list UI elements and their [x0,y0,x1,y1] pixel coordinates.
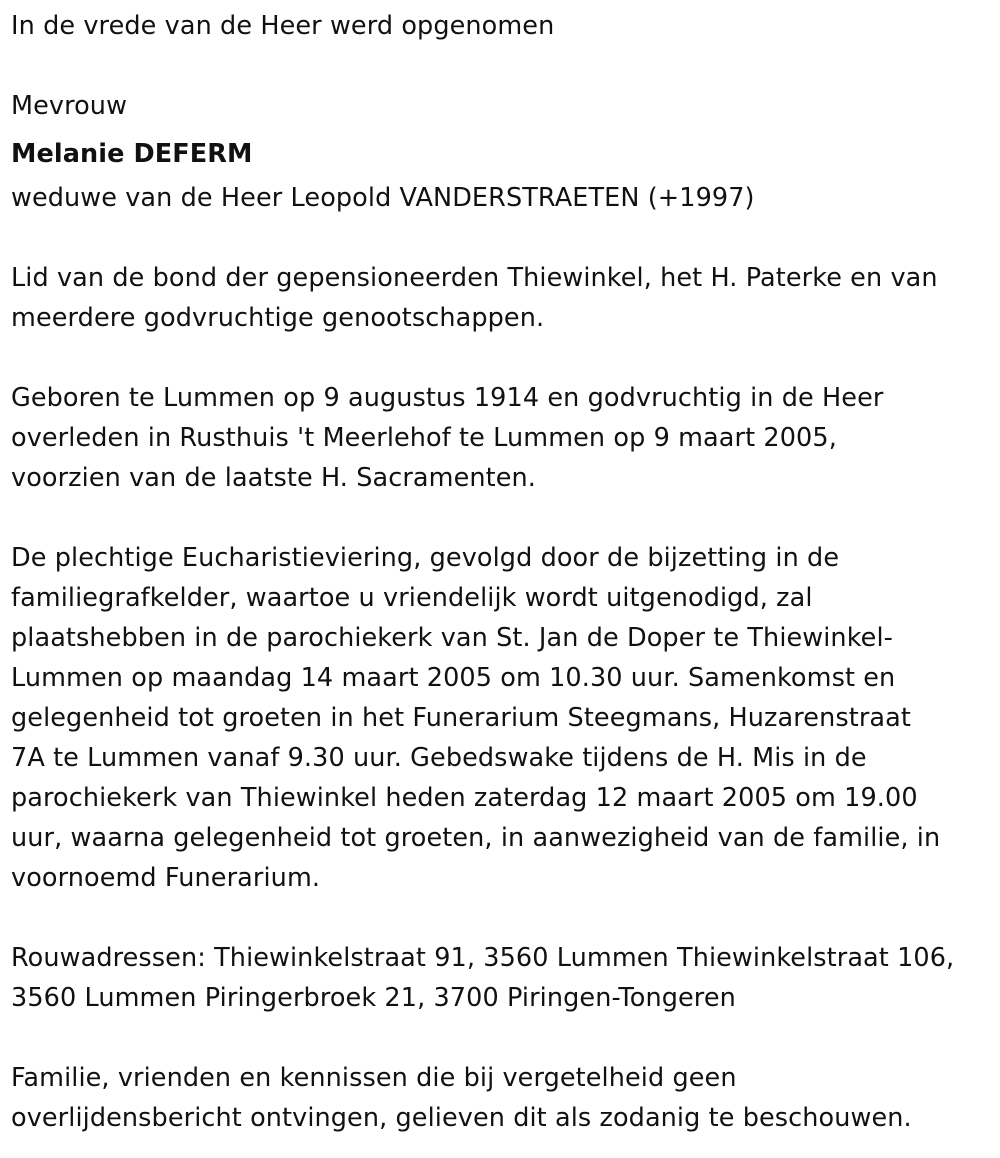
text-line: Lummen op maandag 14 maart 2005 om 10.30 uur. Samenkomst en [11,663,896,693]
text-line: Geboren te Lummen op 9 augustus 1914 en godvruchtig in de Heer [11,383,884,413]
birth-death-paragraph [11,378,1000,498]
text-line: familiegrafkelder, waartoe u vriendelijk wordt uitgenodigd, zal [11,583,813,613]
addresses-paragraph [11,938,1000,1018]
text-line: Familie, vrienden en kennissen die bij vergetelheid geen [11,1063,737,1093]
text-line: overleden in Rusthuis 't Meerlehof te Lummen op 9 maart 2005, [11,423,837,453]
intro-text: In de vrede van de Heer werd opgenomen [11,11,555,41]
text-line: 3560 Lummen Piringerbroek 21, 3700 Piringen-Tongeren [11,983,736,1013]
text-line: 7A te Lummen vanaf 9.30 uur. Gebedswake tijdens de H. Mis in de [11,743,867,773]
closing-paragraph [11,1058,1000,1138]
text-line: gelegenheid tot groeten in het Funerarium Steegmans, Huzarenstraat [11,703,911,733]
text-line: overlijdensbericht ontvingen, gelieven dit als zodanig te beschouwen. [11,1103,912,1133]
salutation: Mevrouw [11,91,128,121]
text-line: Rouwadressen: Thiewinkelstraat 91, 3560 Lummen Thiewinkelstraat 106, [11,943,955,973]
text-line: parochiekerk van Thiewinkel heden zaterdag 12 maart 2005 om 19.00 [11,783,918,813]
deceased-name: Melanie DEFERM [11,139,253,169]
text-line: uur, waarna gelegenheid tot groeten, in aanwezigheid van de familie, in [11,823,941,853]
membership-paragraph [11,258,1000,338]
text-line: meerdere godvruchtige genootschappen. [11,303,545,333]
text-line: voorzien van de laatste H. Sacramenten. [11,463,537,493]
funeral-paragraph [11,538,1000,898]
text-line: Lid van de bond der gepensioneerden Thiewinkel, het H. Paterke en van [11,263,938,293]
spouse-line: weduwe van de Heer Leopold VANDERSTRAETEN (+1997) [11,183,755,213]
text-line: De plechtige Eucharistieviering, gevolgd door de bijzetting in de [11,543,840,573]
text-line: plaatshebben in de parochiekerk van St. Jan de Doper te Thiewinkel- [11,623,893,653]
text-line: voornoemd Funerarium. [11,863,321,893]
